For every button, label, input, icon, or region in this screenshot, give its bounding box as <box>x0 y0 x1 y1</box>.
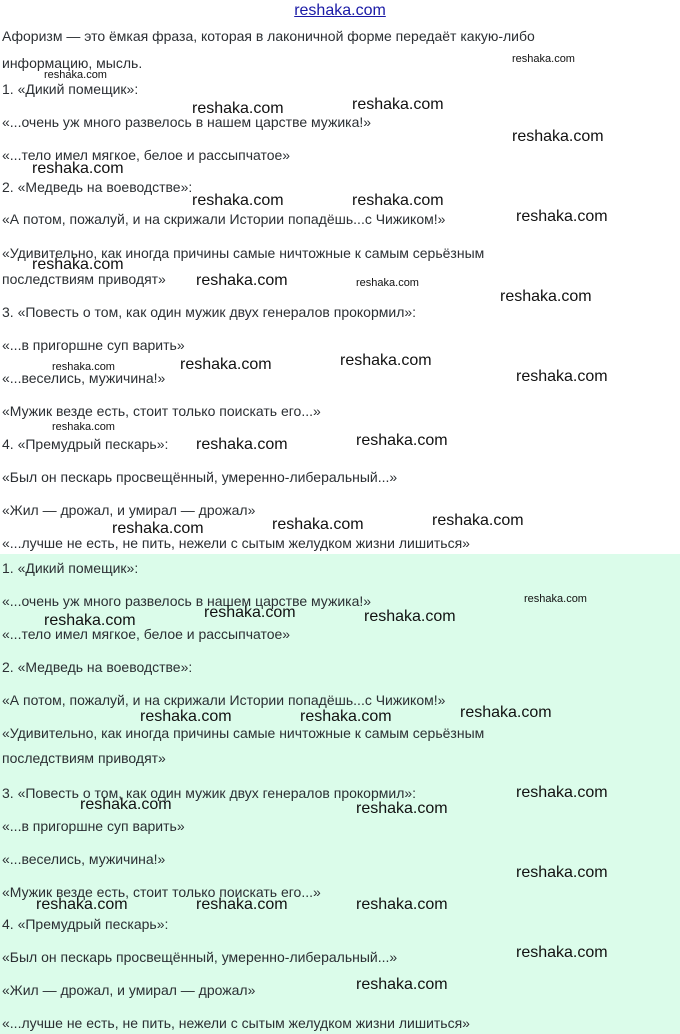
upper-section-1-quote-1: «...очень уж много развелось в нашем царстве мужика!» <box>2 114 372 130</box>
watermark: reshaka.com <box>512 128 604 145</box>
watermark: reshaka.com <box>32 160 124 177</box>
watermark: reshaka.com <box>196 896 288 913</box>
lower-section-3-title: 3. «Повесть о том, как один мужик двух генералов прокормил»: <box>2 785 417 801</box>
watermark: reshaka.com <box>516 208 608 225</box>
lower-section-2-quote-2b: последствиям приводят» <box>2 750 166 766</box>
lower-section-4-quote-1: «Был он пескарь просвещённый, умеренно-либеральный...» <box>2 949 398 965</box>
watermark: reshaka.com <box>500 288 592 305</box>
upper-section-2-quote-2a: «Удивительно, как иногда причины самые ничтожные к самым серьёзным <box>2 245 485 261</box>
watermark: reshaka.com <box>356 432 448 449</box>
watermark: reshaka.com <box>52 361 115 373</box>
lower-section-3-quote-3: «Мужик везде есть, стоит только поискать его...» <box>2 884 321 900</box>
upper-section-4-title: 4. «Премудрый пескарь»: <box>2 436 169 452</box>
watermark: reshaka.com <box>52 421 115 433</box>
watermark: reshaka.com <box>432 512 524 529</box>
upper-section-1-quote-2: «...тело имел мягкое, белое и рассыпчатое» <box>2 147 291 163</box>
watermark: reshaka.com <box>300 708 392 725</box>
upper-section-2-quote-1: «А потом, пожалуй, и на скрижали Истории попадёшь...с Чижиком!» <box>2 211 446 227</box>
upper-section-3-quote-2: «...веселись, мужичина!» <box>2 370 166 386</box>
site-link[interactable]: reshaka.com <box>294 2 386 19</box>
watermark: reshaka.com <box>36 896 128 913</box>
watermark: reshaka.com <box>140 708 232 725</box>
watermark: reshaka.com <box>512 53 575 65</box>
lower-section-1-quote-1: «...очень уж много развелось в нашем царстве мужика!» <box>2 593 372 609</box>
lower-section-2-quote-2a: «Удивительно, как иногда причины самые ничтожные к самым серьёзным <box>2 725 485 741</box>
watermark: reshaka.com <box>356 976 448 993</box>
watermark: reshaka.com <box>460 704 552 721</box>
watermark: reshaka.com <box>364 608 456 625</box>
watermark: reshaka.com <box>272 516 364 533</box>
upper-section-2-quote-2b: последствиям приводят» <box>2 271 166 287</box>
watermark: reshaka.com <box>356 277 419 289</box>
watermark: reshaka.com <box>112 520 204 537</box>
upper-section-4-quote-3: «...лучше не есть, не пить, нежели с сытым желудком жизни лишиться» <box>2 535 470 551</box>
watermark: reshaka.com <box>44 69 107 81</box>
upper-section-2-title: 2. «Медведь на воеводстве»: <box>2 179 193 195</box>
watermark: reshaka.com <box>44 612 136 629</box>
lower-section-3-quote-1: «...в пригоршне суп варить» <box>2 818 185 834</box>
watermark: reshaka.com <box>192 192 284 209</box>
watermark: reshaka.com <box>524 593 587 605</box>
upper-section-1-title: 1. «Дикий помещик»: <box>2 81 139 97</box>
lower-section-2-title: 2. «Медведь на воеводстве»: <box>2 659 193 675</box>
watermark: reshaka.com <box>516 368 608 385</box>
lower-section-3-quote-2: «...веселись, мужичина!» <box>2 851 166 867</box>
lower-section-4-quote-2: «Жил — дрожал, и умирал — дрожал» <box>2 982 256 998</box>
lower-section-4-title: 4. «Премудрый пескарь»: <box>2 916 169 932</box>
upper-section-4-quote-2: «Жил — дрожал, и умирал — дрожал» <box>2 502 256 518</box>
watermark: reshaka.com <box>356 800 448 817</box>
lower-section-4-quote-3: «...лучше не есть, не пить, нежели с сытым желудком жизни лишиться» <box>2 1015 470 1031</box>
lower-section-1-quote-2: «...тело имел мягкое, белое и рассыпчатое» <box>2 626 291 642</box>
watermark: reshaka.com <box>352 192 444 209</box>
lower-section-2-quote-1: «А потом, пожалуй, и на скрижали Истории попадёшь...с Чижиком!» <box>2 692 446 708</box>
watermark: reshaka.com <box>196 272 288 289</box>
watermark: reshaka.com <box>516 864 608 881</box>
lower-section-1-title: 1. «Дикий помещик»: <box>2 560 139 576</box>
upper-section-4-quote-1: «Был он пескарь просвещённый, умеренно-либеральный...» <box>2 469 398 485</box>
watermark: reshaka.com <box>340 352 432 369</box>
intro-line-2: информацию, мысль. <box>2 55 143 71</box>
upper-section-3-quote-3: «Мужик везде есть, стоит только поискать его...» <box>2 403 321 419</box>
intro-line-1: Афоризм — это ёмкая фраза, которая в лаконичной форме передаёт какую-либо <box>2 28 535 44</box>
watermark: reshaka.com <box>196 436 288 453</box>
watermark: reshaka.com <box>352 96 444 113</box>
watermark: reshaka.com <box>80 796 172 813</box>
watermark: reshaka.com <box>356 896 448 913</box>
watermark: reshaka.com <box>180 356 272 373</box>
upper-section-3-quote-1: «...в пригоршне суп варить» <box>2 337 185 353</box>
watermark: reshaka.com <box>516 944 608 961</box>
watermark: reshaka.com <box>516 784 608 801</box>
upper-section-3-title: 3. «Повесть о том, как один мужик двух генералов прокормил»: <box>2 304 417 320</box>
watermark: reshaka.com <box>192 100 284 117</box>
watermark: reshaka.com <box>32 256 124 273</box>
watermark: reshaka.com <box>204 604 296 621</box>
